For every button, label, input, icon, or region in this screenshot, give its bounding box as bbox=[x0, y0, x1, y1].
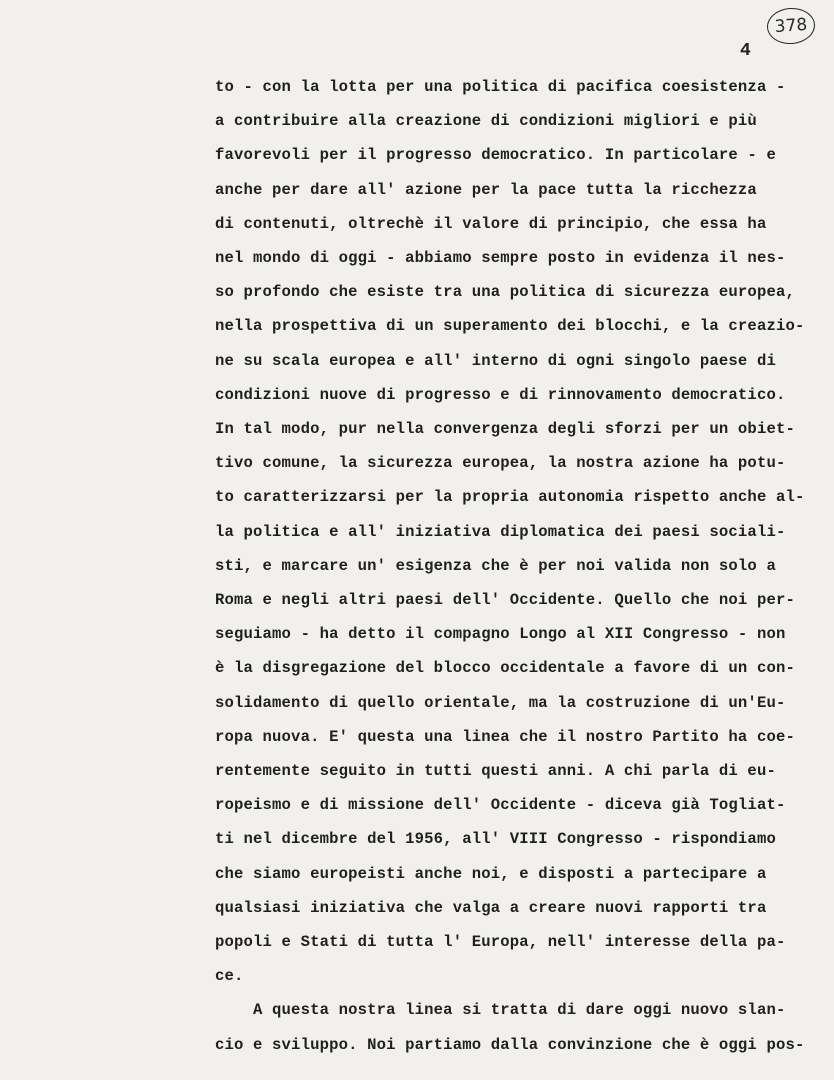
text-line: favorevoli per il progresso democratico. In particolare - e bbox=[215, 146, 776, 165]
text-line: ropa nuova. E' questa una linea che il nostro Partito ha coe- bbox=[215, 727, 795, 746]
archive-number-stamp: 378 bbox=[766, 6, 816, 45]
text-line: tivo comune, la sicurezza europea, la nostra azione ha potu- bbox=[215, 454, 786, 473]
text-line: ropeismo e di missione dell' Occidente - diceva già Togliat- bbox=[215, 796, 786, 815]
text-line: qualsiasi iniziativa che valga a creare nuovi rapporti tra bbox=[215, 898, 767, 917]
text-line: cio e sviluppo. Noi partiamo dalla convinzione che è oggi pos- bbox=[215, 1035, 805, 1054]
text-line: In tal modo, pur nella convergenza degli sforzi per un obiet- bbox=[215, 420, 795, 438]
text-line: Roma e negli altri paesi dell' Occidente. Quello che noi per- bbox=[215, 591, 795, 609]
text-line: seguiamo - ha detto il compagno Longo al XII Congresso - non bbox=[215, 625, 786, 644]
text-line: solidamento di quello orientale, ma la costruzione di un'Eu- bbox=[215, 693, 786, 712]
text-line: anche per dare all' azione per la pace tutta la ricchezza bbox=[215, 180, 757, 199]
text-line: a contribuire alla creazione di condizioni migliori e più bbox=[215, 112, 757, 131]
page-number: 4 bbox=[740, 41, 751, 61]
text-line: nel mondo di oggi - abbiamo sempre posto in evidenza il nes- bbox=[215, 249, 786, 267]
text-line: to caratterizzarsi per la propria autonomia rispetto anche al- bbox=[215, 488, 805, 507]
text-line: to - con la lotta per una politica di pacifica coesistenza - bbox=[215, 78, 786, 96]
text-line: so profondo che esiste tra una politica di sicurezza europea, bbox=[215, 283, 795, 302]
text-line: condizioni nuove di progresso e di rinnovamento democratico. bbox=[215, 385, 786, 404]
text-line: la politica e all' iniziativa diplomatica dei paesi sociali- bbox=[215, 522, 786, 541]
text-line: A questa nostra linea si tratta di dare oggi nuovo slan- bbox=[215, 1001, 786, 1020]
text-line: sti, e marcare un' esigenza che è per noi valida non solo a bbox=[215, 556, 776, 575]
text-line: popoli e Stati di tutta l' Europa, nell' interesse della pa- bbox=[215, 933, 786, 951]
text-line: rentemente seguito in tutti questi anni. A chi parla di eu- bbox=[215, 762, 776, 780]
text-line: ce. bbox=[215, 967, 244, 986]
text-line: ne su scala europea e all' interno di ogni singolo paese di bbox=[215, 351, 776, 370]
text-line: è la disgregazione del blocco occidentale a favore di un con- bbox=[215, 659, 795, 678]
text-line: ti nel dicembre del 1956, all' VIII Congresso - rispondiamo bbox=[215, 830, 776, 849]
text-line: che siamo europeisti anche noi, e disposti a partecipare a bbox=[215, 864, 767, 883]
text-line: di contenuti, oltrechè il valore di principio, che essa ha bbox=[215, 214, 767, 233]
text-line: nella prospettiva di un superamento dei blocchi, e la creazio- bbox=[215, 317, 805, 336]
